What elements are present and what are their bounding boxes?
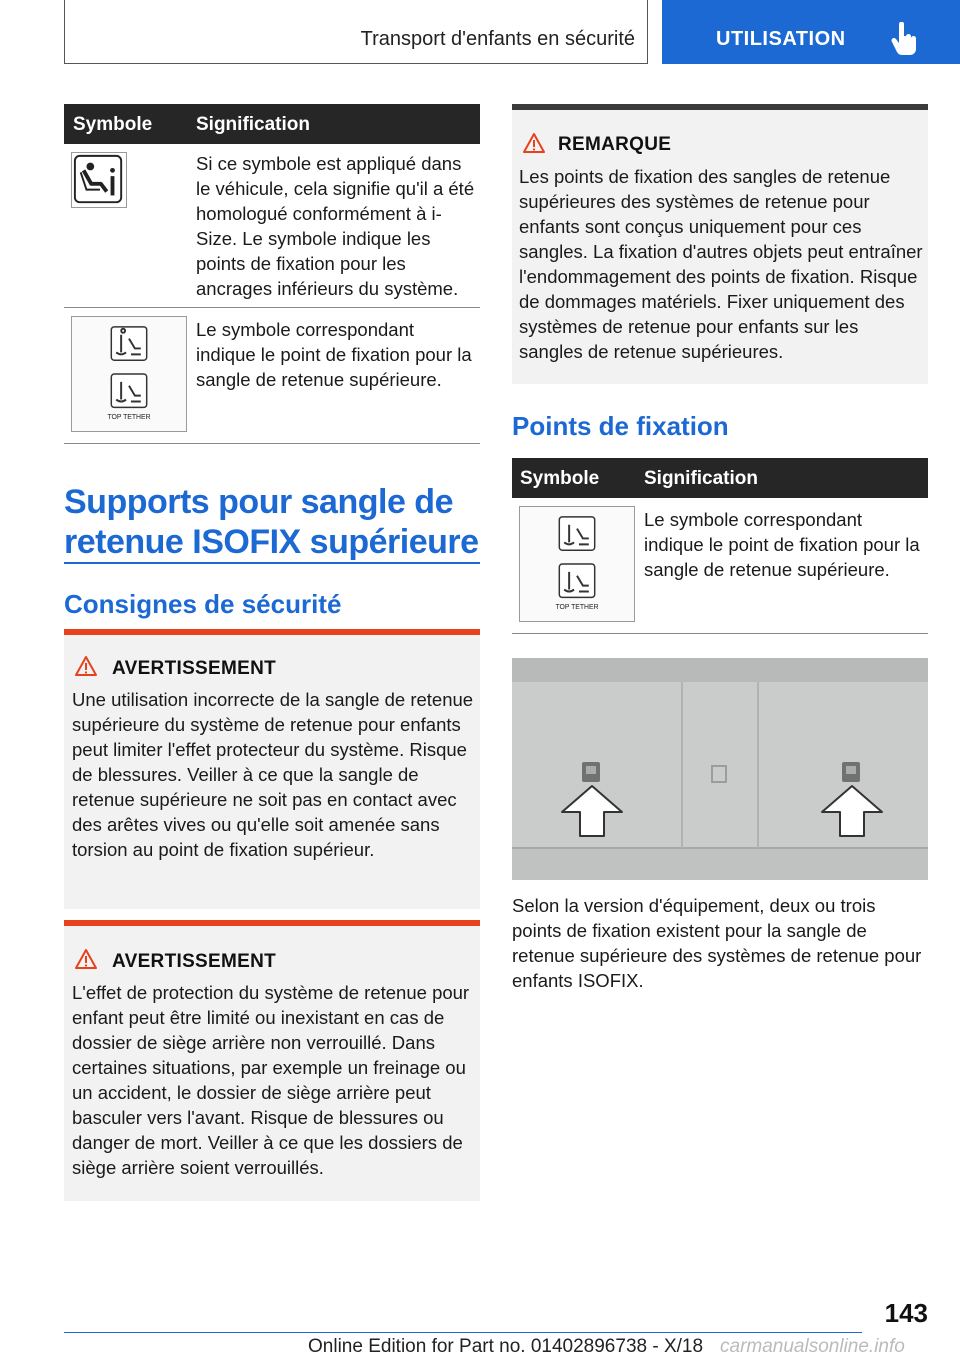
- warning-box-2: [64, 920, 480, 1201]
- points-title: Points de fixation: [512, 411, 729, 441]
- isize-seat-icon: [72, 153, 126, 207]
- table1-col-meaning: Signification: [196, 114, 310, 135]
- warning-text: Une utilisation incorrecte de la sangle de retenue supérieure du système de retenue pour enfants peut limiter l'effet protecteur du système. Risque de blessures. Veiller à ce que la sangle de retenue supérieure ne soit pas en contact avec des arêtes vives ou qu'elle soit amenée sans torsion au point de fixation supérieur.: [72, 689, 474, 860]
- top-tether-label: TOP TETHER: [107, 414, 151, 422]
- table1-row2-text: Le symbole correspondant indique le point de fixation pour la sangle de retenue supérieure.: [196, 319, 472, 390]
- table1-bottom-border: [64, 443, 480, 444]
- warning-triangle-icon: [74, 655, 98, 677]
- top-tether-symbol-cell-2: [519, 506, 635, 622]
- top-tether-label: TOP TETHER: [555, 604, 599, 612]
- body-paragraph: Selon la version d'équipement, deux ou trois points de fixation existent pour la sangle de retenue supérieure des systèmes de retenue pour enfants ISOFIX.: [512, 895, 922, 991]
- table2-col-meaning: Signification: [644, 468, 758, 489]
- table1-row1-text: Si ce symbole est appliqué dans le véhicule, cela signifie qu'il a été homologué conformément à i-Size. Le symbole indique les points de fixation pour les ancrages inférieurs du système.: [196, 153, 475, 299]
- table1-row-separator: [64, 307, 480, 308]
- warning-text: L'effet de protection du système de retenue pour enfant peut être limité ou inexistant en cas de dossier de siège arrière non verrouillé. Dans certaines situations, par exemple un freinage ou un accident, le dossier de siège arrière peut basculer vers l'avant. Risque de blessures ou danger de mort. Veiller à ce que les dossiers de siège arrière soient verrouillés.: [72, 982, 470, 1178]
- top-tether-icon: [72, 317, 186, 431]
- section-subtitle: Consignes de sécurité: [64, 589, 342, 619]
- header-section-box: [64, 0, 648, 64]
- footer-edition: Online Edition for Part no. 01402896738 - X/18: [308, 1336, 704, 1357]
- warning-bar: [64, 920, 480, 926]
- section-title: Supports pour sangle de retenue ISOFIX supérieure: [64, 483, 479, 561]
- chapter-tab[interactable]: [662, 0, 960, 64]
- note-box: [512, 104, 928, 384]
- chapter-tab-label: UTILISATION: [716, 28, 846, 50]
- table2-bottom-border: [512, 633, 928, 634]
- table2-header: [512, 458, 928, 498]
- table2-row-text: Le symbole correspondant indique le point de fixation pour la sangle de retenue supérieure.: [644, 509, 920, 580]
- note-text: Les points de fixation des sangles de retenue supérieures des systèmes de retenue pour enfants sont conçus uniquement pour ces sangles. La fixation d'autres objets peut entraîner l'endommagement des points de fixation. Risque de dommages matériels. Fixer uniquement des systèmes de retenue pour enfants sur les sangles de retenue supérieures.: [519, 166, 923, 362]
- note-title: REMARQUE: [558, 134, 672, 155]
- table1-header: [64, 104, 480, 144]
- warning-triangle-icon: [74, 948, 98, 970]
- header-section-title: Transport d'enfants en sécurité: [360, 28, 635, 50]
- pointing-hand-icon: [890, 22, 920, 56]
- note-triangle-icon: [522, 132, 546, 154]
- note-bar: [512, 104, 928, 110]
- top-tether-symbol-cell: [71, 316, 187, 432]
- table1-col-symbol: Symbole: [73, 114, 153, 135]
- isize-symbol-cell: [71, 152, 127, 208]
- rear-seat-anchor-photo: [512, 658, 928, 880]
- warning-title: AVERTISSEMENT: [112, 658, 277, 679]
- warning-bar: [64, 629, 480, 635]
- footer-watermark: carmanualsonline.info: [720, 1336, 905, 1357]
- top-tether-icon: [520, 507, 634, 621]
- section-title-rule: [64, 562, 480, 564]
- table2-col-symbol: Symbole: [520, 468, 600, 489]
- warning-box-1: [64, 629, 480, 909]
- warning-title: AVERTISSEMENT: [112, 951, 277, 972]
- page-number: 143: [884, 1298, 928, 1328]
- footer-rule: [64, 1332, 862, 1333]
